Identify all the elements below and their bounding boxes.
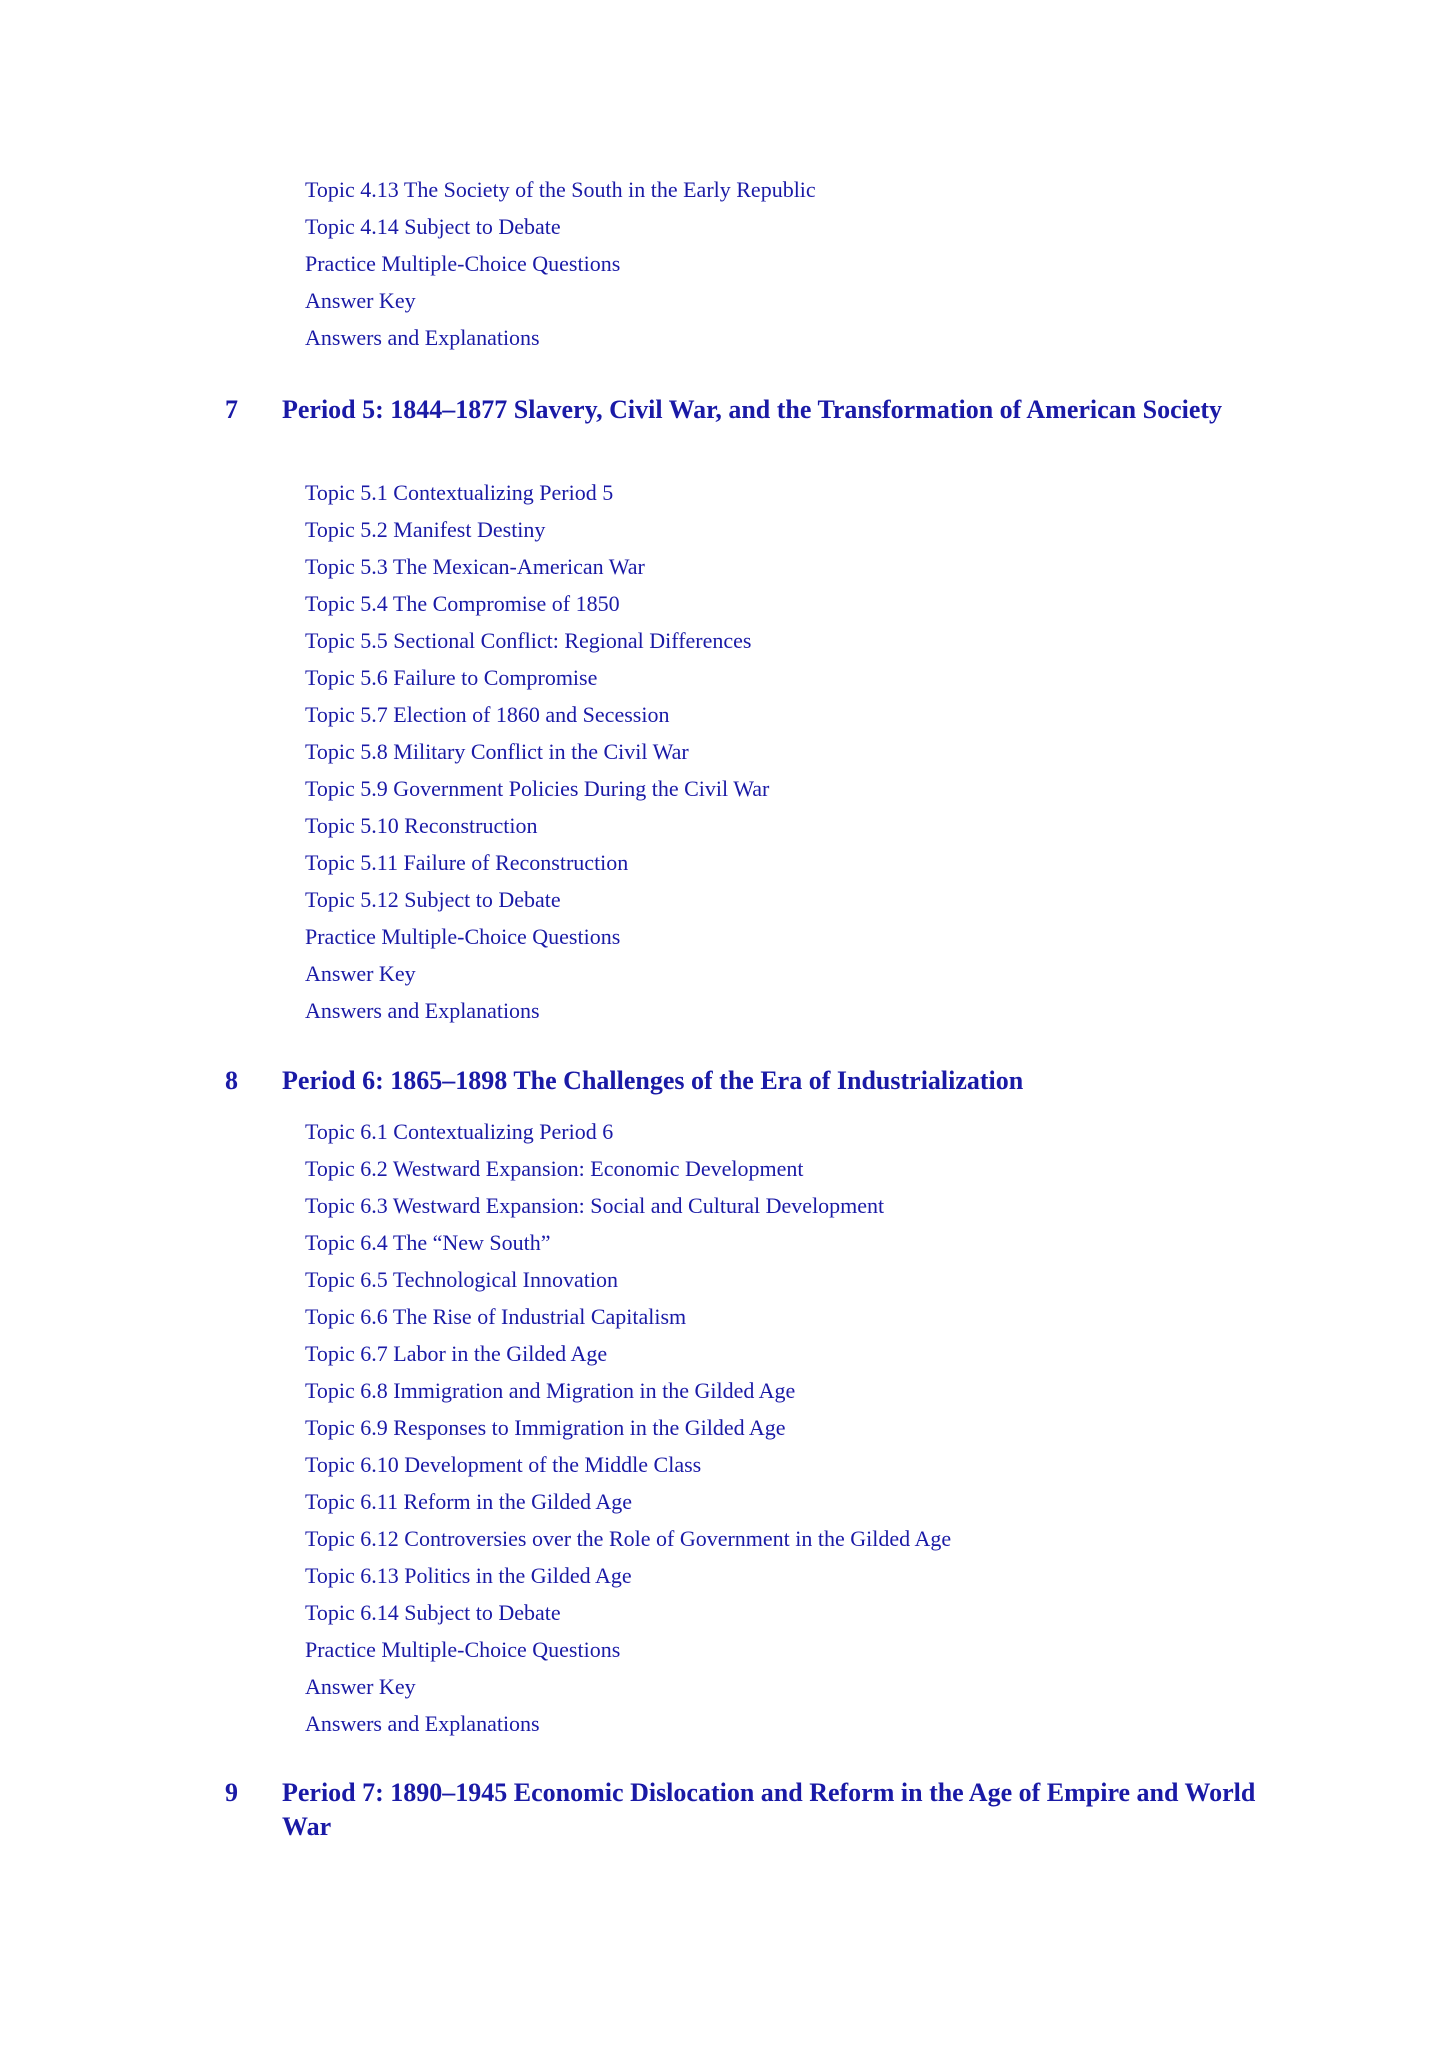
chapter-title[interactable]: Period 7: 1890–1945 Economic Dislocation and Reform in the Age of Empire and World War xyxy=(282,1778,1256,1841)
toc-entry[interactable]: Practice Multiple-Choice Questions xyxy=(305,1637,621,1662)
toc-entry[interactable]: Answer Key xyxy=(305,1674,416,1699)
toc-entry[interactable]: Topic 6.2 Westward Expansion: Economic Development xyxy=(305,1156,804,1181)
toc-entry[interactable]: Topic 5.12 Subject to Debate xyxy=(305,887,561,912)
toc-entry[interactable]: Topic 6.4 The “New South” xyxy=(305,1230,551,1255)
toc-entry[interactable]: Topic 6.6 The Rise of Industrial Capitalism xyxy=(305,1304,687,1329)
toc-entry[interactable]: Topic 5.5 Sectional Conflict: Regional Differences xyxy=(305,628,752,653)
toc-entry[interactable]: Topic 5.1 Contextualizing Period 5 xyxy=(305,480,614,505)
toc-entry[interactable]: Topic 6.8 Immigration and Migration in the Gilded Age xyxy=(305,1378,796,1403)
toc-entry[interactable]: Topic 5.4 The Compromise of 1850 xyxy=(305,591,620,616)
toc-entry[interactable]: Topic 6.10 Development of the Middle Class xyxy=(305,1452,702,1477)
toc-entry[interactable]: Answer Key xyxy=(305,961,416,986)
toc-entry[interactable]: Topic 6.7 Labor in the Gilded Age xyxy=(305,1341,608,1366)
toc-entry[interactable]: Topic 6.13 Politics in the Gilded Age xyxy=(305,1563,632,1588)
toc-entry[interactable]: Practice Multiple-Choice Questions xyxy=(305,251,621,276)
toc-entry[interactable]: Practice Multiple-Choice Questions xyxy=(305,924,621,949)
toc-entry[interactable]: Answers and Explanations xyxy=(305,998,540,1023)
toc-entry[interactable]: Topic 6.3 Westward Expansion: Social and Cultural Development xyxy=(305,1193,885,1218)
chapter-number: 8 xyxy=(225,1066,238,1095)
toc-entry[interactable]: Topic 6.14 Subject to Debate xyxy=(305,1600,561,1625)
toc-entry[interactable]: Answers and Explanations xyxy=(305,325,540,350)
toc-entry[interactable]: Topic 5.6 Failure to Compromise xyxy=(305,665,598,690)
toc-entry[interactable]: Topic 5.8 Military Conflict in the Civil War xyxy=(305,739,689,764)
topic-list-period-5 xyxy=(305,474,769,1029)
chapter-title[interactable]: Period 5: 1844–1877 Slavery, Civil War, and the Transformation of American Society xyxy=(282,395,1223,424)
toc-entry[interactable]: Topic 6.9 Responses to Immigration in the Gilded Age xyxy=(305,1415,786,1440)
toc-entry[interactable]: Answer Key xyxy=(305,288,416,313)
toc-entry[interactable]: Topic 6.12 Controversies over the Role of Government in the Gilded Age xyxy=(305,1526,952,1551)
toc-entry[interactable]: Topic 6.5 Technological Innovation xyxy=(305,1267,618,1292)
chapter-number: 9 xyxy=(225,1778,238,1807)
toc-entry[interactable]: Topic 4.14 Subject to Debate xyxy=(305,214,561,239)
toc-entry[interactable]: Topic 5.10 Reconstruction xyxy=(305,813,538,838)
toc-entry[interactable]: Topic 5.2 Manifest Destiny xyxy=(305,517,546,542)
toc-entry[interactable]: Topic 6.1 Contextualizing Period 6 xyxy=(305,1119,614,1144)
toc-entry[interactable]: Topic 4.13 The Society of the South in the Early Republic xyxy=(305,177,816,202)
toc-entry[interactable]: Topic 5.3 The Mexican-American War xyxy=(305,554,645,579)
toc-entry[interactable]: Topic 5.7 Election of 1860 and Secession xyxy=(305,702,670,727)
toc-entry[interactable]: Topic 5.9 Government Policies During the Civil War xyxy=(305,776,770,801)
chapter-number: 7 xyxy=(225,395,238,424)
toc-entry[interactable]: Topic 6.11 Reform in the Gilded Age xyxy=(305,1489,632,1514)
toc-entry[interactable]: Topic 5.11 Failure of Reconstruction xyxy=(305,850,629,875)
toc-entry[interactable]: Answers and Explanations xyxy=(305,1711,540,1736)
chapter-title[interactable]: Period 6: 1865–1898 The Challenges of the Era of Industrialization xyxy=(282,1066,1024,1095)
topic-list-period-6 xyxy=(305,1113,951,1742)
topic-list-period-4 xyxy=(305,171,816,356)
